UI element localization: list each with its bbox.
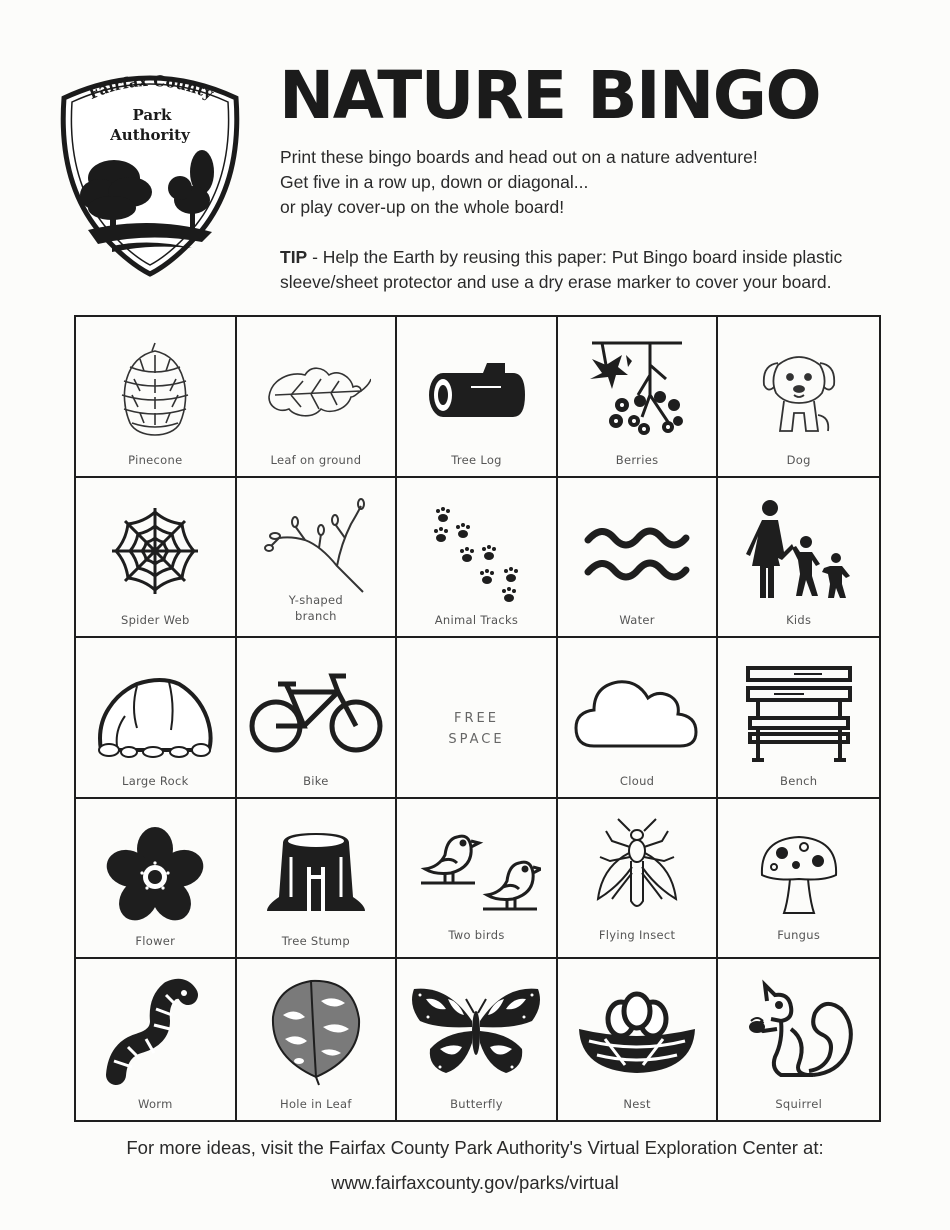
bicycle-icon	[246, 656, 386, 766]
tree-log-icon	[421, 335, 531, 445]
bingo-cell-hole-in-leaf[interactable]	[237, 959, 398, 1120]
cell-label: Bench	[780, 773, 818, 788]
cell-label: Large Rock	[122, 773, 189, 788]
free-space-line-2: SPACE	[448, 732, 505, 748]
bingo-cell-flower[interactable]	[76, 799, 237, 960]
mushroom-icon	[744, 817, 854, 927]
bingo-cell-nest[interactable]	[558, 959, 719, 1120]
flower-icon	[100, 817, 210, 927]
bingo-cell-two-birds[interactable]	[397, 799, 558, 960]
cell-label: Hole in Leaf	[280, 1097, 352, 1111]
cell-label: Flying Insect	[598, 928, 676, 943]
cloud-icon	[572, 656, 702, 766]
tip-label: TIP	[280, 247, 308, 267]
bingo-cell-large-rock[interactable]	[76, 638, 237, 799]
cell-label: Y-shaped branch	[288, 593, 343, 624]
cell-label: Butterfly	[450, 1097, 503, 1111]
water-waves-icon	[582, 496, 692, 606]
cell-label: Leaf on ground	[270, 452, 362, 467]
bingo-cell-bike[interactable]	[237, 638, 398, 799]
tip-line-1: - Help the Earth by reusing this paper: Put Bingo board inside plastic	[307, 247, 843, 267]
insect-icon	[582, 817, 692, 927]
cell-label: Dog	[786, 452, 811, 467]
bingo-cell-animal-tracks[interactable]	[397, 478, 558, 639]
free-space-line-1: FREE	[454, 711, 499, 727]
bingo-cell-bench[interactable]	[718, 638, 879, 799]
leaf-icon	[261, 335, 371, 445]
bingo-cell-worm[interactable]	[76, 959, 237, 1120]
holey-leaf-icon	[261, 977, 371, 1087]
bingo-cell-kids[interactable]	[718, 478, 879, 639]
bingo-cell-tree-log[interactable]	[397, 317, 558, 478]
birds-icon	[411, 817, 541, 927]
paw-prints-icon	[421, 496, 531, 606]
bingo-cell-pinecone[interactable]	[76, 317, 237, 478]
bingo-board	[74, 315, 881, 1122]
squirrel-icon	[737, 977, 861, 1087]
cell-label: Squirrel	[775, 1097, 823, 1111]
cell-label: Two birds	[448, 928, 505, 943]
bingo-cell-butterfly[interactable]	[397, 959, 558, 1120]
tree-stump-icon	[261, 817, 371, 927]
intro-line-1: Print these bingo boards and head out on a nature adventure!	[280, 147, 758, 167]
bingo-cell-y-shaped-branch[interactable]	[237, 478, 398, 639]
bingo-cell-berries[interactable]	[558, 317, 719, 478]
cell-label: Kids	[786, 613, 812, 628]
logo-org-line3: Authority	[110, 126, 190, 144]
cell-label: Cloud	[619, 773, 655, 788]
intro-line-3: or play cover-up on the whole board!	[280, 197, 565, 217]
bingo-cell-leaf-on-ground[interactable]	[237, 317, 398, 478]
cell-label: Fungus	[777, 928, 821, 943]
intro-text	[280, 145, 920, 220]
rock-icon	[95, 656, 215, 766]
logo-org-line1: Fairfax County	[85, 71, 216, 104]
cell-label: Flower	[135, 934, 176, 949]
tip-text	[280, 245, 920, 295]
footer-ideas-text: For more ideas, visit the Fairfax County Park Authority's Virtual Exploration Center at:	[126, 1137, 824, 1158]
free-space	[397, 708, 556, 750]
bingo-cell-cloud[interactable]	[558, 638, 719, 799]
bingo-cell-flying-insect[interactable]	[558, 799, 719, 960]
bingo-cell-free-space[interactable]	[397, 638, 558, 799]
branch-icon	[261, 496, 371, 606]
butterfly-icon	[408, 977, 544, 1087]
tip-line-2: sleeve/sheet protector and use a dry erase marker to cover your board.	[280, 272, 832, 292]
cell-label: Water	[619, 613, 655, 628]
bingo-cell-dog[interactable]	[718, 317, 879, 478]
footer-url-link[interactable]: www.fairfaxcounty.gov/parks/virtual	[331, 1172, 619, 1193]
bingo-cell-spider-web[interactable]	[76, 478, 237, 639]
bingo-cell-tree-stump[interactable]	[237, 799, 398, 960]
cell-label: Tree Stump	[281, 934, 350, 949]
dog-icon	[744, 335, 854, 445]
cell-label: Worm	[137, 1097, 173, 1111]
family-icon	[744, 496, 854, 606]
nest-icon	[575, 977, 699, 1087]
worm-icon	[100, 977, 210, 1087]
cell-label: Nest	[623, 1097, 651, 1111]
cell-label: Tree Log	[451, 452, 502, 467]
logo-org-line2: Park	[132, 106, 172, 124]
spider-web-icon	[100, 496, 210, 606]
cell-label: Pinecone	[128, 452, 183, 467]
cell-label: Bike	[303, 773, 329, 788]
bench-icon	[744, 656, 854, 766]
cell-label: Animal Tracks	[434, 613, 519, 628]
park-authority-logo	[52, 60, 248, 280]
berries-icon	[582, 335, 692, 445]
shield-emblem-icon	[52, 60, 248, 280]
bingo-cell-fungus[interactable]	[718, 799, 879, 960]
cell-label: Spider Web	[120, 613, 190, 628]
cell-label: Berries	[615, 452, 659, 467]
bingo-cell-squirrel[interactable]	[718, 959, 879, 1120]
page-title: NATURE BINGO	[279, 57, 821, 134]
intro-line-2: Get five in a row up, down or diagonal...	[280, 172, 589, 192]
pinecone-icon	[100, 335, 210, 445]
bingo-cell-water[interactable]	[558, 478, 719, 639]
